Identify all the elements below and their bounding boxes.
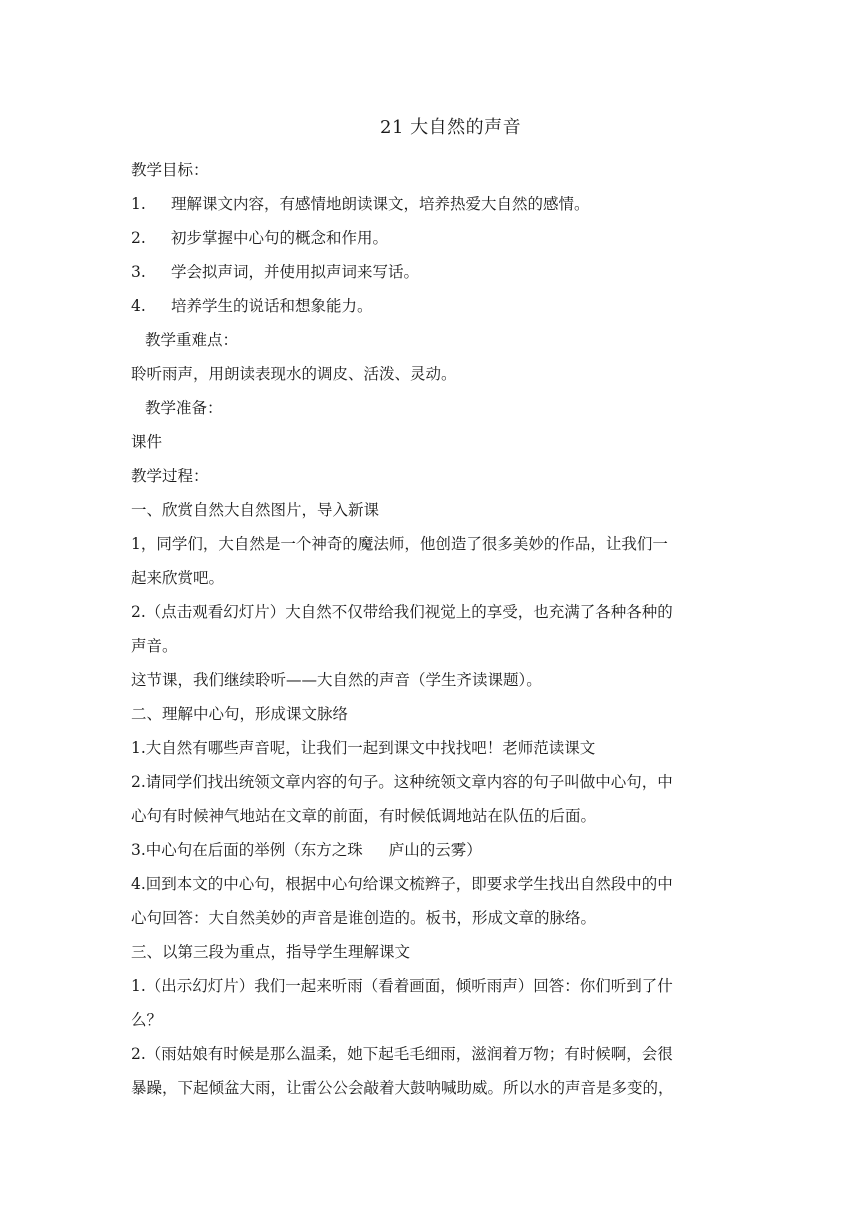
section-heading: 教学重难点： [145,331,239,349]
text-line [131,836,736,870]
item-text: 培养学生的说话和想象能力。 [171,297,373,315]
text-line: 课件 [131,433,163,451]
text-line: 一、欣赏自然大自然图片，导入新课 [131,501,380,519]
text-line: 这节课，我们继续聆听——大自然的声音（学生齐读课题）。 [131,671,542,689]
text-line: 1，同学们，大自然是一个神奇的魔法师，他创造了很多美妙的作品，让我们一 [131,535,668,553]
objective-item [131,224,736,258]
text-line: 教学目标： [131,161,209,179]
section-heading: 教学准备： [145,399,223,417]
text-line: 1.（出示幻灯片）我们一起来听雨（看着画面，倾听雨声）回答：你们听到了什 [131,977,673,995]
item-text: 学会拟声词，并使用拟声词来写话。 [171,263,420,281]
text-line: 二、理解中心句，形成课文脉络 [131,705,349,723]
text-line: 心句回答：大自然美妙的声音是谁创造的。板书，形成文章的脉络。 [131,909,597,927]
line-text-part: 3.中心句在后面的举例（东方之珠 [131,841,363,859]
line-text-part: 庐山的云雾） [388,841,482,859]
text-line: 教学过程： [131,467,209,485]
item-text: 初步掌握中心句的概念和作用。 [171,229,389,247]
document-body [131,156,736,1108]
item-number: 3. [131,263,146,281]
text-line: 2.请同学们找出统领文章内容的句子。这种统领文章内容的句子叫做中心句，中 [131,773,673,791]
text-line: 4.回到本文的中心句，根据中心句给课文梳辫子，即要求学生找出自然段中的中 [131,875,673,893]
objective-item [131,190,736,224]
text-line: 么？ [131,1011,163,1029]
item-text: 理解课文内容，有感情地朗读课文，培养热爱大自然的感情。 [171,195,590,213]
item-number: 1. [131,195,146,213]
item-number: 4. [131,297,146,315]
text-line: 声音。 [131,637,178,655]
text-line: 起来欣赏吧。 [131,569,225,587]
document-title: 21 大自然的声音 [380,117,522,138]
text-line: 三、以第三段为重点，指导学生理解课文 [131,943,411,961]
text-line: 暴躁，下起倾盆大雨，让雷公公会敲着大鼓呐喊助威。所以水的声音是多变的， [131,1079,674,1097]
item-number: 2. [131,229,146,247]
objective-item [131,292,736,326]
text-line: 聆听雨声，用朗读表现水的调皮、活泼、灵动。 [131,365,457,383]
text-line: 1.大自然有哪些声音呢，让我们一起到课文中找找吧！老师范读课文 [131,739,596,757]
text-line: 2.（点击观看幻灯片）大自然不仅带给我们视觉上的享受，也充满了各种各种的 [131,603,673,621]
objective-item [131,258,736,292]
text-line: 2.（雨姑娘有时候是那么温柔，她下起毛毛细雨，滋润着万物；有时候啊，会很 [131,1045,673,1063]
text-line: 心句有时候神气地站在文章的前面，有时候低调地站在队伍的后面。 [131,807,597,825]
